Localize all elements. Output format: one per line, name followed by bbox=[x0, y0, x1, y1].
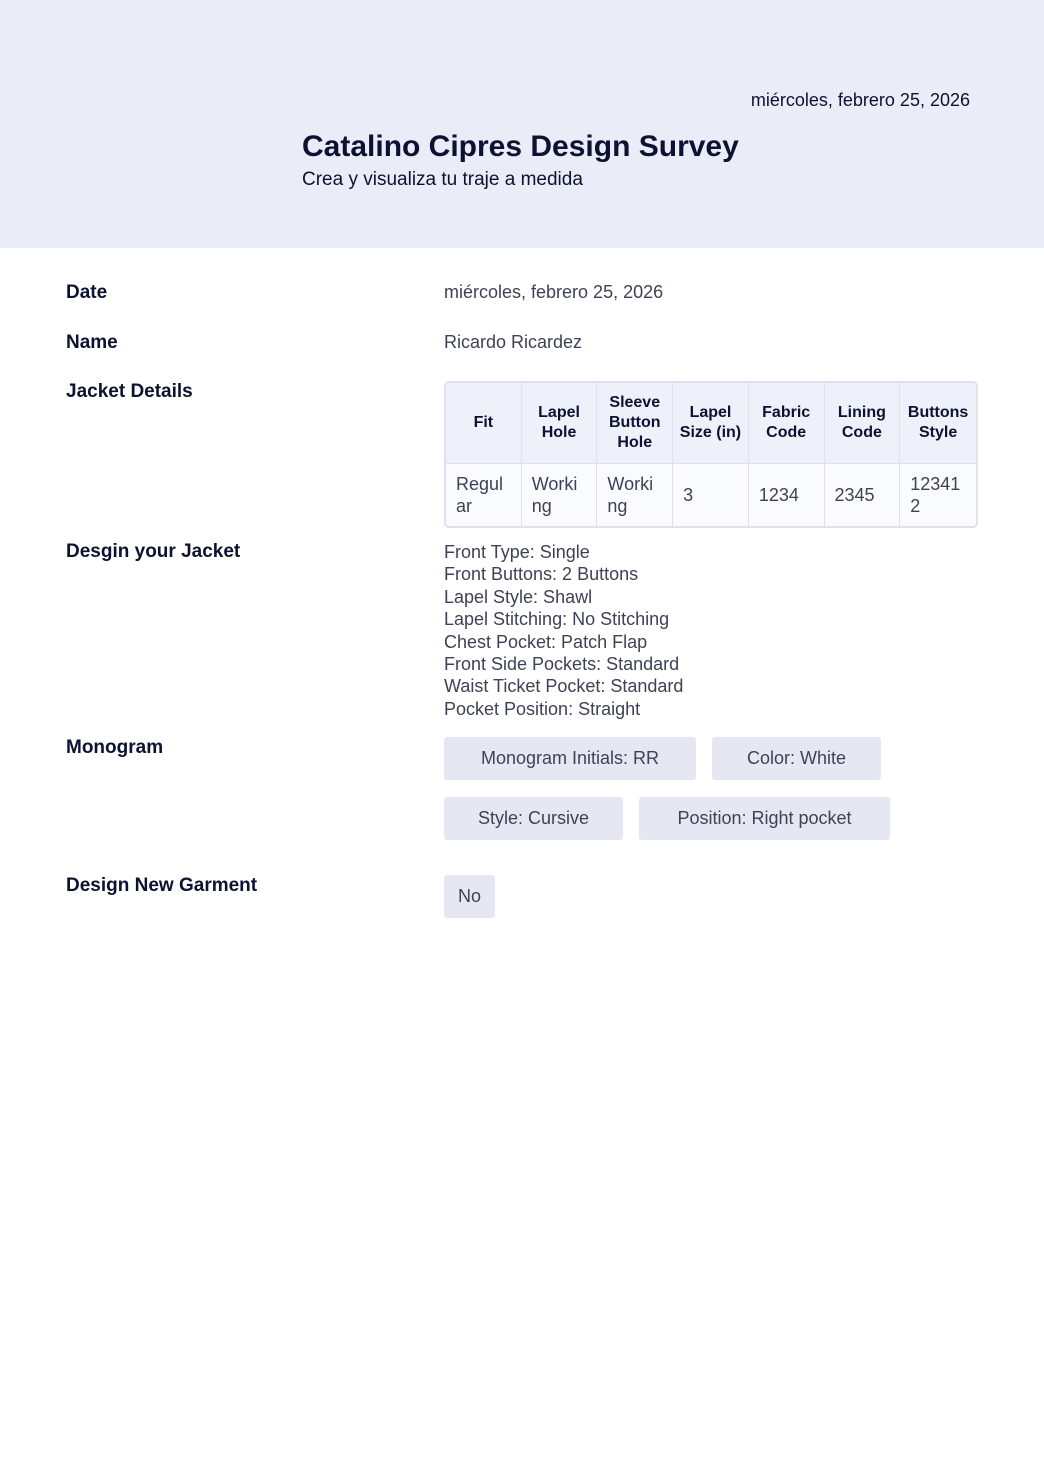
column-header-fit: Fit bbox=[446, 383, 522, 464]
design-new-garment-label: Design New Garment bbox=[66, 875, 258, 896]
cell-lining-code: 2345 bbox=[825, 464, 901, 526]
list-item: Front Side Pockets: Standard bbox=[444, 654, 680, 675]
list-item: Front Buttons: 2 Buttons bbox=[444, 564, 639, 585]
cell-fabric-code: 1234 bbox=[749, 464, 825, 526]
date-value: miércoles, febrero 25, 2026 bbox=[444, 282, 664, 302]
header-date: miércoles, febrero 25, 2026 bbox=[750, 90, 970, 110]
column-header-lining-code: Lining Code bbox=[825, 383, 901, 464]
list-item: Lapel Stitching: No Stitching bbox=[444, 609, 670, 630]
monogram-position-chip: Position: Right pocket bbox=[639, 797, 890, 840]
name-label: Name bbox=[66, 332, 118, 353]
cell-buttons-style: 123412 bbox=[900, 464, 976, 526]
monogram-color-chip: Color: White bbox=[712, 737, 881, 780]
cell-lapel-hole: Working bbox=[522, 464, 598, 526]
list-item: Front Type: Single bbox=[444, 542, 590, 562]
jacket-details-label: Jacket Details bbox=[66, 381, 193, 402]
column-header-lapel-size: Lapel Size (in) bbox=[673, 383, 749, 464]
survey-header bbox=[0, 0, 1044, 248]
list-item: Lapel Style: Shawl bbox=[444, 586, 593, 607]
cell-lapel-size: 3 bbox=[673, 464, 749, 526]
page-subtitle: Crea y visualiza tu traje a medida bbox=[302, 169, 583, 190]
monogram-label: Monogram bbox=[66, 737, 164, 758]
cell-fit: Regular bbox=[446, 464, 522, 526]
column-header-sleeve-button-hole: Sleeve Button Hole bbox=[597, 383, 673, 464]
design-jacket-label: Desgin your Jacket bbox=[66, 541, 241, 562]
list-item: Waist Ticket Pocket: Standard bbox=[444, 676, 684, 697]
jacket-details-table bbox=[444, 381, 978, 528]
table-row bbox=[446, 464, 976, 526]
list-item: Chest Pocket: Patch Flap bbox=[444, 631, 648, 652]
design-new-garment-chip: No bbox=[444, 875, 495, 918]
list-item: Pocket Position: Straight bbox=[444, 698, 641, 719]
column-header-lapel-hole: Lapel Hole bbox=[522, 383, 598, 464]
date-label: Date bbox=[66, 282, 108, 303]
monogram-style-chip: Style: Cursive bbox=[444, 797, 623, 840]
name-value: Ricardo Ricardez bbox=[444, 332, 583, 352]
column-header-fabric-code: Fabric Code bbox=[749, 383, 825, 464]
table-header-row bbox=[446, 383, 976, 464]
design-jacket-list bbox=[444, 541, 683, 720]
page-title: Catalino Cipres Design Survey bbox=[302, 130, 739, 163]
cell-sleeve-button-hole: Working bbox=[597, 464, 673, 526]
column-header-buttons-style: Buttons Style bbox=[900, 383, 976, 464]
monogram-initials-chip: Monogram Initials: RR bbox=[444, 737, 696, 780]
